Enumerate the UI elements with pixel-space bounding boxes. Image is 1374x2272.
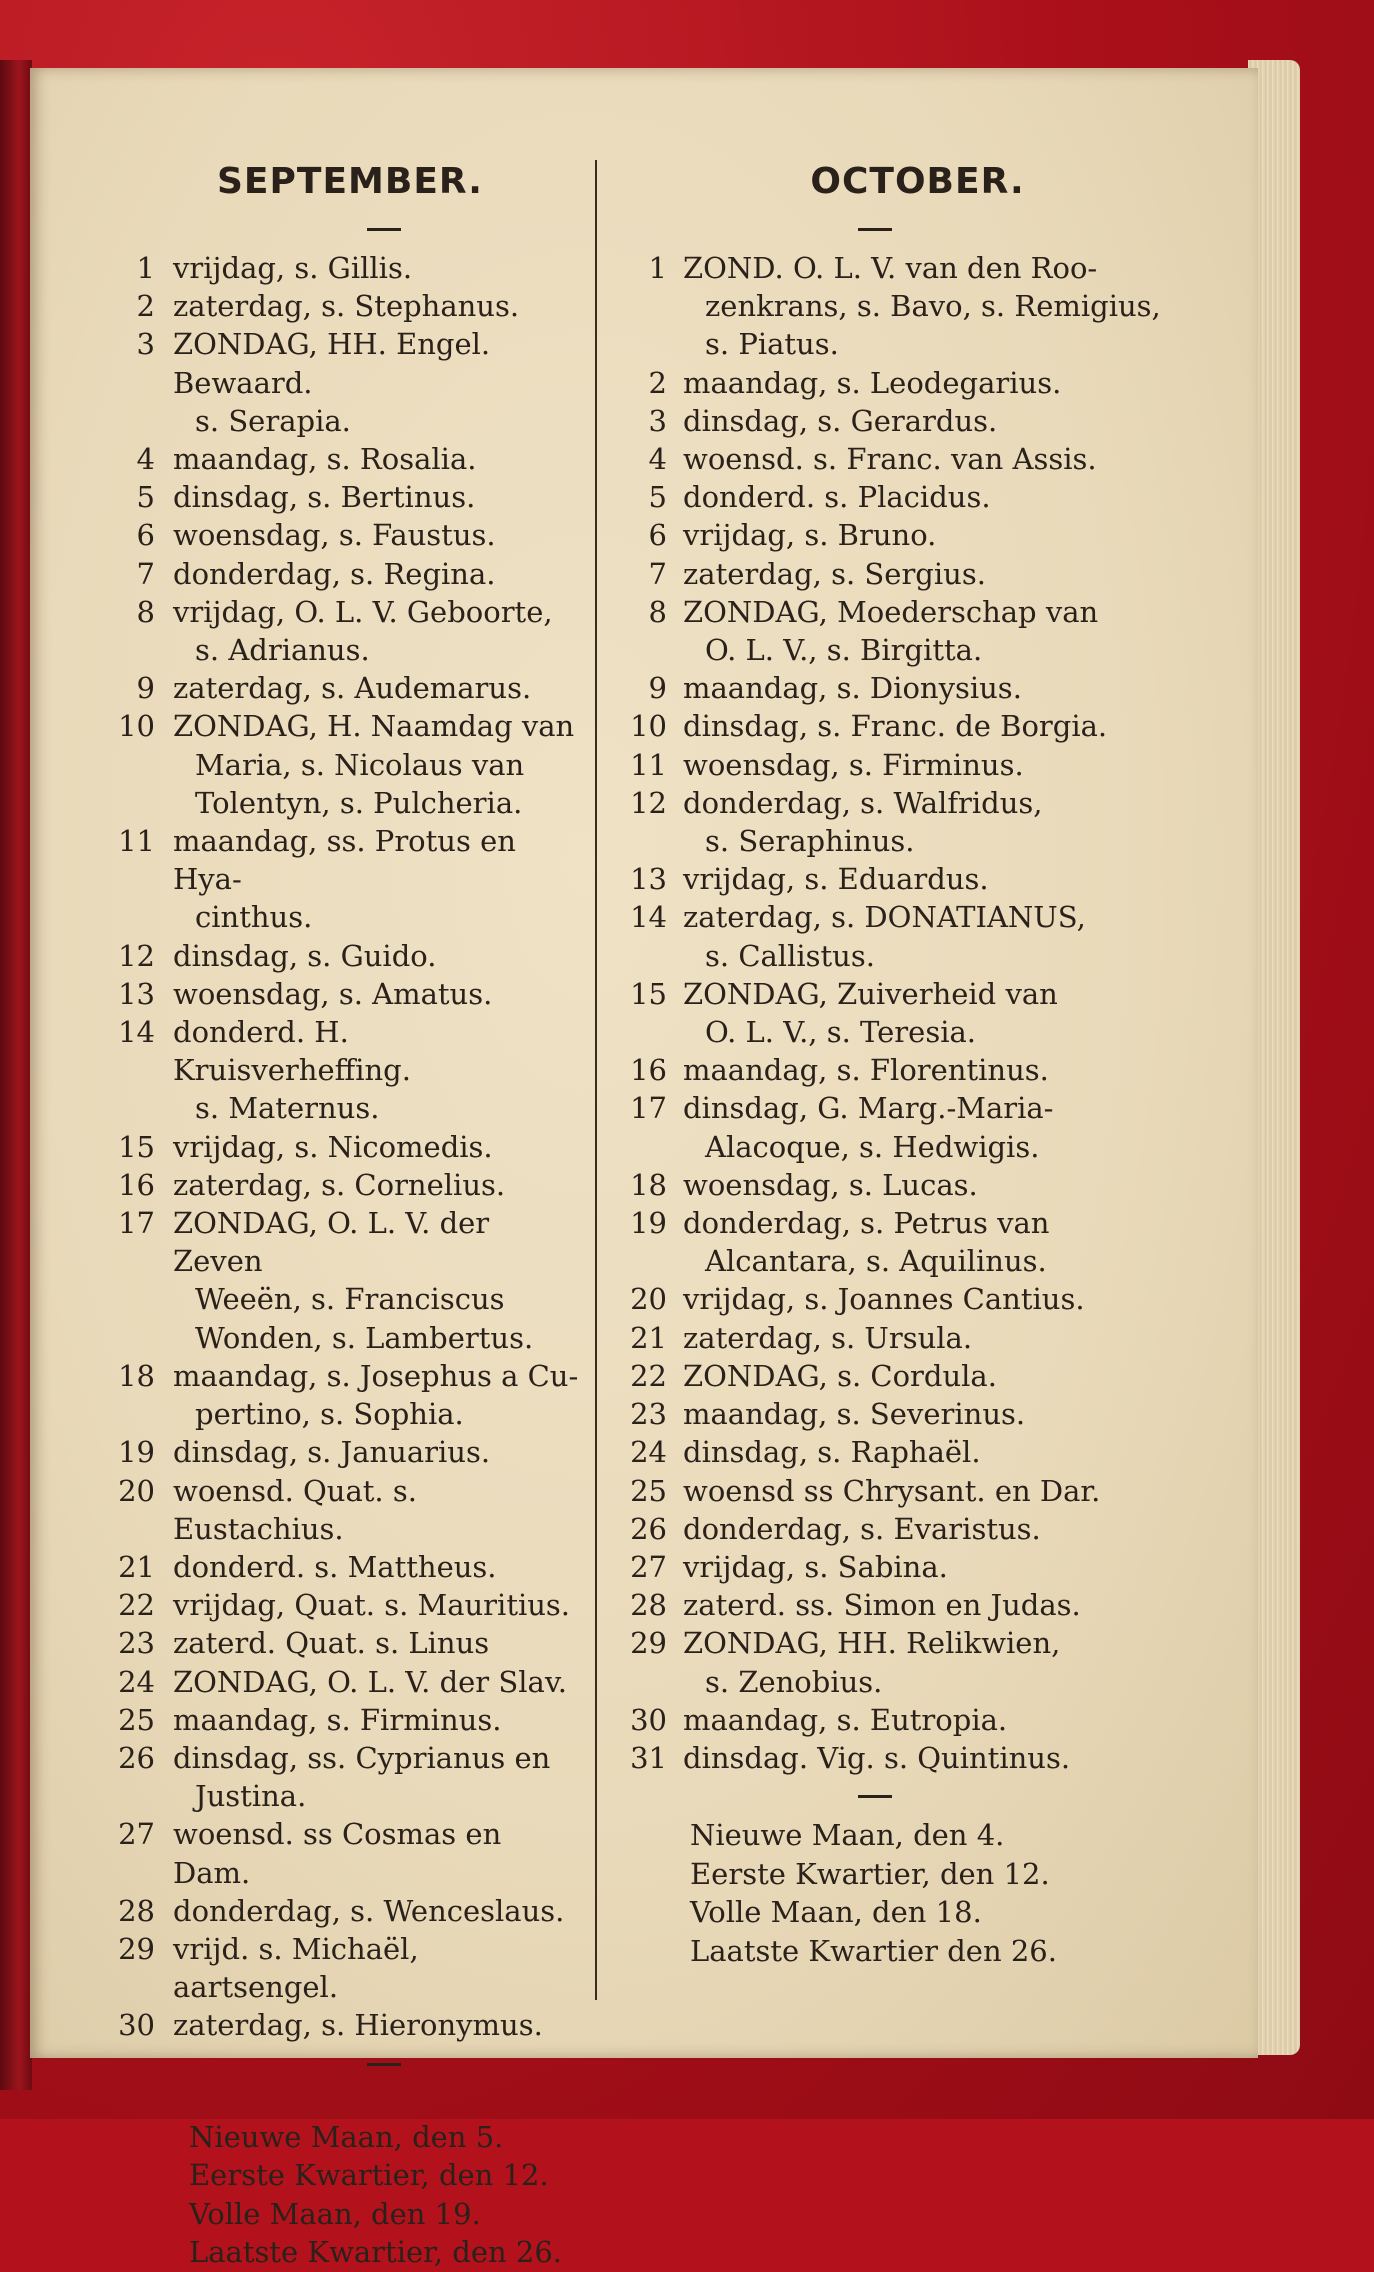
- day-entry: [620, 707, 1175, 745]
- feast-continuation: s. Zenobius.: [705, 1664, 883, 1699]
- section-rule: [367, 2063, 401, 2066]
- feast-text: dinsdag, s. Gerardus.: [683, 403, 998, 438]
- day-entry: [620, 746, 1175, 784]
- day-entry: [620, 1051, 1175, 1089]
- day-number: 30: [118, 2008, 155, 2043]
- day-entry: [105, 1739, 585, 1815]
- day-number: 10: [630, 709, 667, 744]
- feast-text: dinsdag, ss. Cyprianus en: [173, 1740, 551, 1775]
- day-number: 23: [118, 1626, 155, 1661]
- day-number: 1: [136, 251, 155, 285]
- day-number: 26: [118, 1740, 155, 1775]
- moon-phase-line: Volle Maan, den 18.: [690, 1895, 982, 1930]
- day-number: 28: [630, 1588, 667, 1623]
- feast-continuation: s. Maternus.: [195, 1091, 380, 1126]
- feast-text: maandag, s. Firminus.: [173, 1702, 502, 1737]
- moon-phase-line: Laatste Kwartier den 26.: [690, 1933, 1057, 1968]
- day-entry: [620, 402, 1175, 440]
- day-entry: [105, 1013, 585, 1128]
- feast-text: donderd. H. Kruisverheffing.: [173, 1015, 411, 1088]
- day-entry: [620, 1510, 1175, 1548]
- feast-text: dinsdag, s. Bertinus.: [173, 480, 476, 515]
- day-text: [173, 478, 585, 516]
- moon-phase-line: Nieuwe Maan, den 4.: [690, 1818, 1005, 1853]
- day-number: 5: [136, 480, 155, 515]
- day-entry: [620, 440, 1175, 478]
- day-text: [173, 440, 585, 478]
- day-number: 13: [118, 976, 155, 1011]
- day-text: [173, 1128, 585, 1166]
- feast-text: donderdag, s. Evaristus.: [683, 1511, 1041, 1546]
- day-text: [683, 1089, 1175, 1165]
- day-number: 17: [630, 1091, 667, 1126]
- day-number: 14: [630, 900, 667, 935]
- day-number: 2: [648, 365, 667, 400]
- day-entry: [620, 1433, 1175, 1471]
- day-entry: [620, 669, 1175, 707]
- day-number: 16: [118, 1167, 155, 1202]
- feast-text: vrijdag, s. Eduardus.: [683, 862, 989, 897]
- day-number: 22: [630, 1358, 667, 1393]
- feast-text: zaterdag, s. DONATIANUS,: [683, 900, 1086, 935]
- day-entry: [620, 1357, 1175, 1395]
- day-text: [683, 784, 1175, 860]
- day-entry: [620, 1739, 1175, 1777]
- day-list: [105, 249, 585, 2045]
- feast-text: zaterdag, s. Hieronymus.: [173, 2008, 543, 2043]
- day-number: 20: [118, 1473, 155, 1508]
- day-number: 12: [630, 785, 667, 820]
- day-number: 12: [118, 938, 155, 973]
- day-entry: [105, 249, 585, 287]
- day-text: [173, 707, 585, 822]
- day-text: [173, 325, 585, 440]
- day-entry: [105, 287, 585, 325]
- day-entry: [105, 1357, 585, 1433]
- day-number: 16: [630, 1053, 667, 1088]
- feast-text: ZONDAG, O. L. V. der Slav.: [173, 1664, 567, 1699]
- feast-text: zaterdag, s. Ursula.: [683, 1320, 973, 1355]
- day-text: [683, 1395, 1175, 1433]
- feast-continuation: s. Serapia.: [195, 403, 351, 438]
- day-entry: [620, 1319, 1175, 1357]
- feast-text: donderd. s. Placidus.: [683, 480, 991, 515]
- day-number: 24: [118, 1664, 155, 1699]
- day-text: [683, 898, 1175, 974]
- day-text: [683, 1319, 1175, 1357]
- day-number: 21: [630, 1320, 667, 1355]
- day-number: 15: [118, 1129, 155, 1164]
- feast-continuation: s. Adrianus.: [195, 633, 370, 668]
- day-number: 9: [136, 671, 155, 706]
- day-number: 21: [118, 1549, 155, 1584]
- feast-text: ZONDAG, HH. Relikwien,: [683, 1626, 1061, 1661]
- feast-continuation: O. L. V., s. Teresia.: [705, 1015, 976, 1050]
- day-entry: [620, 1280, 1175, 1318]
- day-entry: [620, 1395, 1175, 1433]
- feast-text: zaterdag, s. Sergius.: [683, 556, 986, 591]
- day-number: 27: [630, 1549, 667, 1584]
- day-text: [683, 516, 1175, 554]
- day-number: 22: [118, 1588, 155, 1623]
- day-number: 18: [118, 1358, 155, 1393]
- day-number: 30: [630, 1702, 667, 1737]
- feast-continuation: O. L. V., s. Birgitta.: [705, 633, 983, 668]
- section-rule: [858, 1795, 892, 1798]
- day-text: [173, 1930, 585, 2006]
- day-text: [173, 1472, 585, 1548]
- day-number: 31: [630, 1740, 667, 1775]
- day-number: 27: [118, 1817, 155, 1852]
- day-entry: [105, 937, 585, 975]
- day-text: [683, 1624, 1175, 1700]
- feast-text: ZONDAG, H. Naamdag van: [173, 709, 575, 744]
- day-text: [683, 1051, 1175, 1089]
- day-entry: [105, 1624, 585, 1662]
- feast-text: ZOND. O. L. V. van den Roo-: [683, 251, 1098, 285]
- day-text: [173, 249, 585, 287]
- day-number: 28: [118, 1893, 155, 1928]
- day-number: 7: [136, 556, 155, 591]
- feast-text: donderd. s. Mattheus.: [173, 1549, 497, 1584]
- day-text: [173, 2006, 585, 2044]
- day-number: 29: [118, 1931, 155, 1966]
- month-title: OCTOBER.: [810, 161, 1025, 202]
- feast-text: vrijdag, s. Joannes Cantius.: [683, 1282, 1085, 1317]
- day-text: [173, 1624, 585, 1662]
- book-spine: [0, 60, 32, 2090]
- day-entry: [105, 669, 585, 707]
- day-text: [683, 364, 1175, 402]
- day-number: 5: [648, 480, 667, 515]
- feast-text: woensdag, s. Firminus.: [683, 747, 1024, 782]
- feast-text: maandag, s. Leodegarius.: [683, 365, 1062, 400]
- feast-text: woensd ss Chrysant. en Dar.: [683, 1473, 1101, 1508]
- day-text: [173, 1739, 585, 1815]
- day-entry: [620, 364, 1175, 402]
- day-entry: [620, 1701, 1175, 1739]
- day-text: [683, 669, 1175, 707]
- feast-text: maandag, s. Dionysius.: [683, 671, 1022, 706]
- day-number: 11: [118, 824, 155, 859]
- day-entry: [620, 593, 1175, 669]
- day-entry: [620, 555, 1175, 593]
- day-text: [683, 1510, 1175, 1548]
- feast-text: donderdag, s. Wenceslaus.: [173, 1893, 565, 1928]
- month-title: SEPTEMBER.: [217, 161, 483, 202]
- feast-text: donderdag, s. Walfridus,: [683, 785, 1043, 820]
- day-text: [683, 1586, 1175, 1624]
- day-entry: [620, 1624, 1175, 1700]
- day-entry: [105, 1892, 585, 1930]
- day-number: 11: [630, 747, 667, 782]
- day-entry: [105, 555, 585, 593]
- day-text: [683, 1357, 1175, 1395]
- day-number: 10: [118, 709, 155, 744]
- day-text: [173, 1892, 585, 1930]
- feast-text: vrijd. s. Michaël, aartsengel.: [173, 1931, 419, 2005]
- day-entry: [620, 860, 1175, 898]
- feast-text: woensd. ss Cosmas en Dam.: [173, 1817, 502, 1890]
- day-entry: [105, 1701, 585, 1739]
- day-text: [683, 1472, 1175, 1510]
- feast-text: zaterd. ss. Simon en Judas.: [683, 1588, 1081, 1623]
- day-text: [683, 1739, 1175, 1777]
- feast-text: ZONDAG, Zuiverheid van: [683, 976, 1058, 1011]
- moon-phase-line: Nieuwe Maan, den 5.: [189, 2119, 504, 2154]
- feast-text: ZONDAG, Moederschap van: [683, 594, 1099, 629]
- feast-text: dinsdag, s. Raphaël.: [683, 1435, 981, 1470]
- day-text: [683, 860, 1175, 898]
- feast-continuation: Justina.: [195, 1779, 307, 1814]
- day-entry: [620, 478, 1175, 516]
- feast-continuation: Alacoque, s. Hedwigis.: [705, 1129, 1040, 1164]
- day-number: 2: [136, 289, 155, 324]
- day-entry: [620, 784, 1175, 860]
- feast-text: vrijdag, s. Sabina.: [683, 1549, 948, 1584]
- day-text: [683, 1280, 1175, 1318]
- day-entry: [105, 1586, 585, 1624]
- feast-text: woensd. Quat. s. Eustachius.: [173, 1473, 417, 1546]
- calendar-page: [30, 68, 1258, 2270]
- day-number: 17: [118, 1206, 155, 1241]
- day-entry: [105, 516, 585, 554]
- day-number: 1: [648, 251, 667, 285]
- day-number: 15: [630, 976, 667, 1011]
- day-text: [683, 555, 1175, 593]
- feast-text: maandag, s. Florentinus.: [683, 1053, 1049, 1088]
- day-number: 6: [648, 518, 667, 553]
- feast-continuation: s. Seraphinus.: [705, 824, 915, 859]
- day-text: [173, 1166, 585, 1204]
- feast-text: woensdag, s. Faustus.: [173, 518, 496, 553]
- day-number: 3: [648, 403, 667, 438]
- day-text: [683, 440, 1175, 478]
- day-number: 19: [118, 1435, 155, 1470]
- feast-text: dinsdag. Vig. s. Quintinus.: [683, 1740, 1071, 1775]
- day-number: 18: [630, 1167, 667, 1202]
- feast-text: zaterd. Quat. s. Linus: [173, 1626, 490, 1661]
- day-entry: [620, 1472, 1175, 1510]
- day-text: [173, 975, 585, 1013]
- feast-text: ZONDAG, O. L. V. der Zeven: [173, 1206, 490, 1279]
- day-entry: [620, 516, 1175, 554]
- title-rule: [367, 228, 401, 231]
- day-entry: [105, 707, 585, 822]
- day-text: [683, 707, 1175, 745]
- day-number: 26: [630, 1511, 667, 1546]
- day-number: 14: [118, 1015, 155, 1050]
- feast-text: vrijdag, O. L. V. Geboorte,: [173, 594, 553, 629]
- day-text: [173, 1433, 585, 1471]
- feast-text: woensd. s. Franc. van Assis.: [683, 442, 1097, 477]
- day-number: 4: [648, 442, 667, 477]
- day-number: 3: [136, 327, 155, 362]
- column-divider: [595, 160, 597, 2000]
- feast-text: woensdag, s. Amatus.: [173, 976, 493, 1011]
- day-text: [173, 1586, 585, 1624]
- day-list: [620, 249, 1175, 1777]
- feast-text: dinsdag, s. Januarius.: [173, 1435, 491, 1470]
- day-number: 25: [118, 1702, 155, 1737]
- feast-text: maandag, s. Josephus a Cu-: [173, 1358, 579, 1393]
- day-text: [173, 516, 585, 554]
- feast-text: donderdag, s. Regina.: [173, 556, 496, 591]
- day-text: [173, 1548, 585, 1586]
- day-entry: [620, 898, 1175, 974]
- feast-continuation: Weeën, s. Franciscus Wonden, s. Lambertus.: [195, 1282, 534, 1355]
- day-text: [173, 1204, 585, 1357]
- day-number: 20: [630, 1282, 667, 1317]
- day-entry: [105, 1472, 585, 1548]
- feast-continuation: cinthus.: [195, 900, 313, 935]
- day-text: [683, 249, 1175, 364]
- day-text: [173, 1013, 585, 1128]
- day-text: [173, 1815, 585, 1891]
- feast-text: donderdag, s. Petrus van: [683, 1206, 1050, 1241]
- day-entry: [105, 593, 585, 669]
- moon-phase-line: Eerste Kwartier, den 12.: [189, 2158, 549, 2193]
- day-entry: [620, 1204, 1175, 1280]
- feast-continuation: Maria, s. Nicolaus van Tolentyn, s. Pulcheria.: [195, 747, 525, 820]
- day-text: [173, 669, 585, 707]
- title-rule: [858, 228, 892, 231]
- day-entry: [620, 1089, 1175, 1165]
- day-number: 7: [648, 556, 667, 591]
- day-text: [683, 593, 1175, 669]
- day-number: 8: [136, 594, 155, 629]
- day-entry: [105, 975, 585, 1013]
- moon-phases: [105, 2118, 585, 2272]
- day-text: [173, 1663, 585, 1701]
- day-text: [173, 287, 585, 325]
- feast-text: zaterdag, s. Audemarus.: [173, 671, 532, 706]
- feast-text: dinsdag, s. Guido.: [173, 938, 437, 973]
- feast-continuation: zenkrans, s. Bavo, s. Remigius, s. Piatus.: [705, 289, 1161, 362]
- day-text: [173, 937, 585, 975]
- feast-text: ZONDAG, s. Cordula.: [683, 1358, 997, 1393]
- day-entry: [620, 1166, 1175, 1204]
- feast-continuation: pertino, s. Sophia.: [195, 1397, 464, 1432]
- day-text: [683, 746, 1175, 784]
- day-entry: [620, 1548, 1175, 1586]
- day-entry: [105, 1663, 585, 1701]
- feast-text: maandag, ss. Protus en Hya-: [173, 824, 516, 897]
- day-text: [683, 1433, 1175, 1471]
- september-column: [105, 156, 585, 2272]
- day-entry: [105, 325, 585, 440]
- day-number: 23: [630, 1397, 667, 1432]
- day-number: 29: [630, 1626, 667, 1661]
- feast-text: woensdag, s. Lucas.: [683, 1167, 978, 1202]
- day-entry: [105, 2006, 585, 2044]
- day-text: [173, 593, 585, 669]
- day-entry: [620, 975, 1175, 1051]
- october-column: [620, 156, 1175, 1970]
- day-text: [683, 402, 1175, 440]
- moon-phases: [620, 1816, 1175, 1970]
- day-number: 6: [136, 518, 155, 553]
- day-text: [683, 975, 1175, 1051]
- feast-text: zaterdag, s. Cornelius.: [173, 1167, 506, 1202]
- day-entry: [620, 1586, 1175, 1624]
- feast-continuation: Alcantara, s. Aquilinus.: [705, 1244, 1047, 1279]
- feast-text: maandag, s. Rosalia.: [173, 442, 477, 477]
- feast-text: vrijdag, s. Bruno.: [683, 518, 937, 553]
- day-text: [173, 822, 585, 937]
- day-entry: [105, 822, 585, 937]
- day-text: [173, 1701, 585, 1739]
- feast-text: dinsdag, G. Marg.-Maria-: [683, 1091, 1054, 1126]
- day-number: 4: [136, 442, 155, 477]
- moon-phase-line: Eerste Kwartier, den 12.: [690, 1856, 1050, 1891]
- feast-text: ZONDAG, HH. Engel. Bewaard.: [173, 327, 491, 400]
- day-entry: [620, 249, 1175, 364]
- feast-text: maandag, s. Eutropia.: [683, 1702, 1008, 1737]
- day-entry: [105, 440, 585, 478]
- feast-text: maandag, s. Severinus.: [683, 1397, 1026, 1432]
- day-number: 8: [648, 594, 667, 629]
- day-entry: [105, 1548, 585, 1586]
- feast-text: dinsdag, s. Franc. de Borgia.: [683, 709, 1108, 744]
- day-text: [683, 1166, 1175, 1204]
- feast-text: vrijdag, Quat. s. Mauritius.: [173, 1588, 571, 1623]
- feast-text: vrijdag, s. Gillis.: [173, 251, 413, 285]
- day-number: 13: [630, 862, 667, 897]
- day-entry: [105, 1204, 585, 1357]
- day-text: [683, 1701, 1175, 1739]
- day-text: [173, 1357, 585, 1433]
- day-number: 19: [630, 1206, 667, 1241]
- day-text: [683, 1204, 1175, 1280]
- feast-continuation: s. Callistus.: [705, 938, 875, 973]
- moon-phase-line: Laatste Kwartier, den 26.: [189, 2235, 562, 2270]
- feast-text: zaterdag, s. Stephanus.: [173, 289, 520, 324]
- day-entry: [105, 1128, 585, 1166]
- day-text: [683, 478, 1175, 516]
- day-entry: [105, 1930, 585, 2006]
- day-entry: [105, 1433, 585, 1471]
- day-text: [683, 1548, 1175, 1586]
- feast-text: vrijdag, s. Nicomedis.: [173, 1129, 493, 1164]
- day-number: 25: [630, 1473, 667, 1508]
- day-entry: [105, 478, 585, 516]
- day-entry: [105, 1166, 585, 1204]
- day-number: 24: [630, 1435, 667, 1470]
- day-number: 9: [648, 671, 667, 706]
- day-entry: [105, 1815, 585, 1891]
- day-text: [173, 555, 585, 593]
- moon-phase-line: Volle Maan, den 19.: [189, 2196, 481, 2231]
